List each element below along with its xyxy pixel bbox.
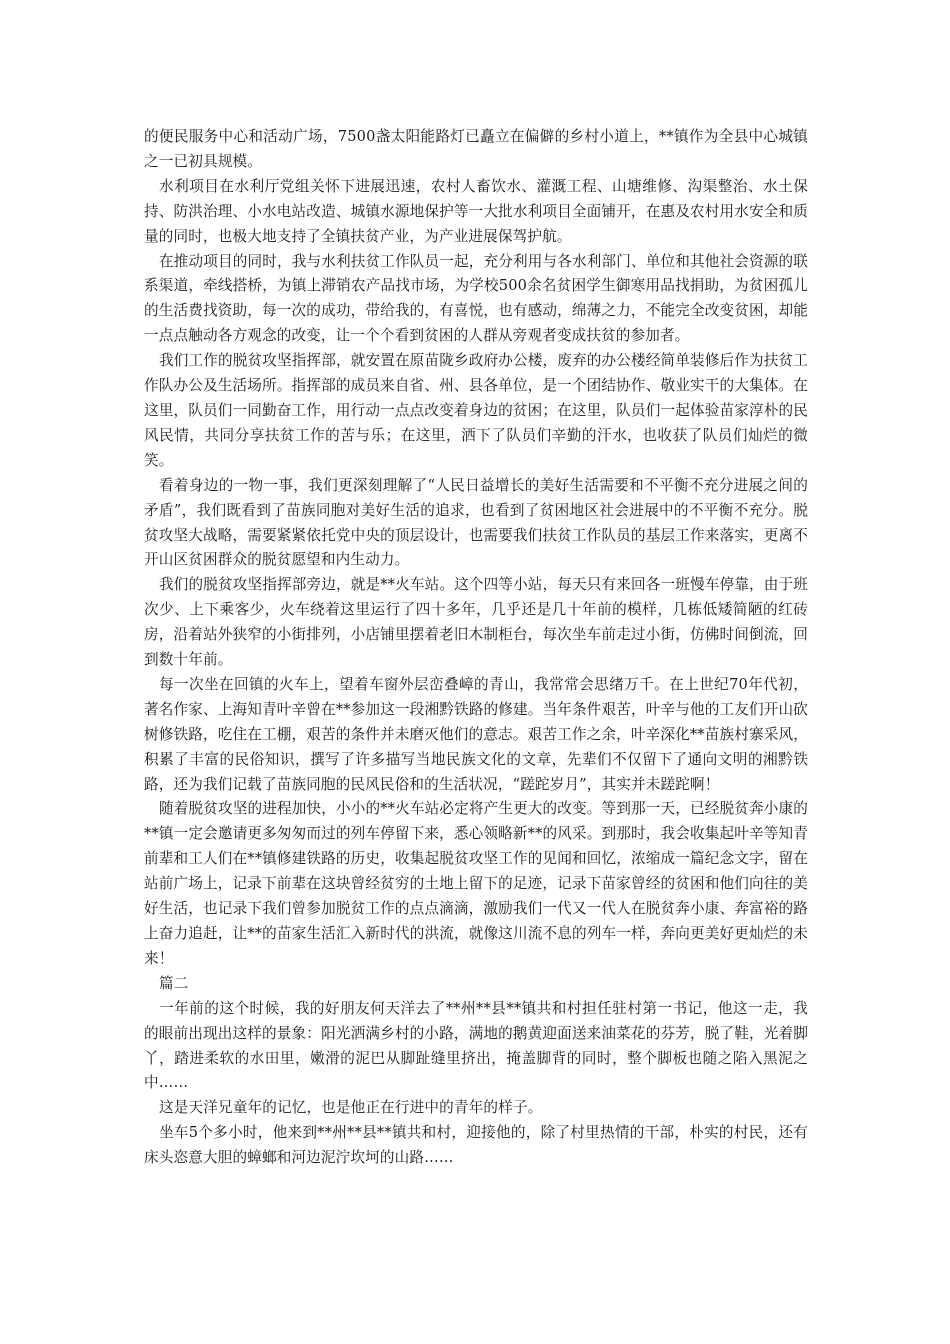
paragraph: 随着脱贫攻坚的进程加快，小小的**火车站必定将产生更大的改变。等到那一天，已经脱贫奔小康的**镇一定会邀请更多匆匆而过的列车停留下来，悉心领略新**的风采。到那时，我会收集起叶辛等知青前辈和工人们在**镇修建铁路的历史，收集起脱贫攻坚工作的见闻和回忆，浓缩成一篇纪念文字，留在站前广场上，记录下前辈在这块曾经贫穷的土地上留下的足迹，记录下苗家曾经的贫困和他们向往的美好生活，也记录下我们曾参加脱贫工作的点点滴滴，激励我们一代又一代人在脱贫奔小康、奔富裕的路上奋力追赶，让**的苗家生活汇入新时代的洪流，就像这川流不息的列车一样，奔向更美好更灿烂的未来！ — [144, 800, 808, 967]
paragraph: 我们的脱贫攻坚指挥部旁边，就是**火车站。这个四等小站，每天只有来回各一班慢车停靠，由于班次少、上下乘客少，火车绕着这里运行了四十多年，几乎还是几十年前的模样，几栋低矮简陋的红砖房，沿着站外狭窄的小街排列，小店铺里摆着老旧木制柜台，每次坐车前走过小街，仿佛时间倒流，回到数十年前。 — [144, 576, 808, 669]
paragraph: 这是天洋兄童年的记忆，也是他正在行进中的青年的样子。 — [159, 1099, 543, 1117]
paragraph: 的便民服务中心和活动广场，7500盏太阳能路灯已矗立在偏僻的乡村小道上，**镇作为全县中心城镇之一已初具规模。 — [144, 128, 808, 170]
paragraph: 水利项目在水利厅党组关怀下进展迅速，农村人畜饮水、灌溉工程、山塘维修、沟渠整治、水土保持、防洪治理、小水电站改造、城镇水源地保护等一大批水利项目全面铺开，在惠及农村用水安全和质量的同时，也极大地支持了全镇扶贫产业，为产业进展保驾护航。 — [144, 177, 808, 245]
section-heading: 篇二 — [159, 974, 189, 992]
paragraph: 我们工作的脱贫攻坚指挥部，就安置在原苗陇乡政府办公楼，废弃的办公楼经简单装修后作为扶贫工作队办公及生活场所。指挥部的成员来自省、州、县各单位，是一个团结协作、敬业实干的大集体。在这里，队员们一同勤奋工作，用行动一点点改变着身边的贫困；在这里，队员们一起体验苗家淳朴的民风民情，共同分享扶贫工作的苦与乐；在这里，洒下了队员们辛勤的汗水，也收获了队员们灿烂的微笑。 — [144, 352, 808, 469]
paragraph: 看着身边的一物一事，我们更深刻理解了“人民日益增长的美好生活需要和不平衡不充分进展之间的矛盾”，我们既看到了苗族同胞对美好生活的追求，也看到了贫困地区社会进展中的不平衡不充分。脱贫攻坚大战略，需要紧紧依托党中央的顶层设计，也需要我们扶贫工作队员的基层工作来落实，更离不开山区贫困群众的脱贫愿望和内生动力。 — [144, 476, 808, 569]
paragraph: 在推动项目的同时，我与水利扶贫工作队员一起，充分利用与各水利部门、单位和其他社会资源的联系渠道，牵线搭桥，为镇上滞销农产品找市场，为学校500余名贫困学生御寒用品找捐助，为贫困孤儿的生活费找资助，每一次的成功，带给我的，有喜悦，也有感动，绵薄之力，不能完全改变贫困，却能一点点触动各方观念的改变，让一个个看到贫困的人群从旁观者变成扶贫的参加者。 — [144, 252, 808, 345]
paragraph: 坐车5个多小时，他来到**州**县**镇共和村，迎接他的，除了村里热情的干部，朴实的村民，还有床头恣意大胆的蟑螂和河边泥泞坎坷的山路…… — [144, 1124, 808, 1167]
paragraph: 一年前的这个时候，我的好朋友何天洋去了**州**县**镇共和村担任驻村第一书记，他这一走，我的眼前出现出这样的景象：阳光洒满乡村的小路，满地的鹅黄迎面送来油菜花的芬芳，脱了鞋，光着脚丫，踏进柔软的水田里，嫩滑的泥巴从脚趾缝里挤出，掩盖脚背的同时，整个脚板也随之陷入黑泥之中…… — [144, 999, 808, 1092]
document-body — [144, 125, 808, 1171]
paragraph: 每一次坐在回镇的火车上，望着车窗外层峦叠嶂的青山，我常常会思绪万千。在上世纪70年代初，著名作家、上海知青叶辛曾在**参加这一段湘黔铁路的修建。当年条件艰苦，叶辛与他的工友们开山砍树修铁路，吃住在工棚，艰苦的条件并未磨灭他们的意志。艰苦工作之余，叶辛深化**苗族村寨采风，积累了丰富的民俗知识，撰写了许多描写当地民族文化的文章，先辈们不仅留下了通向文明的湘黔铁路，还为我们记载了苗族同胞的民风民俗和的生活状况，“蹉跎岁月”，其实并未蹉跎啊！ — [144, 675, 808, 793]
